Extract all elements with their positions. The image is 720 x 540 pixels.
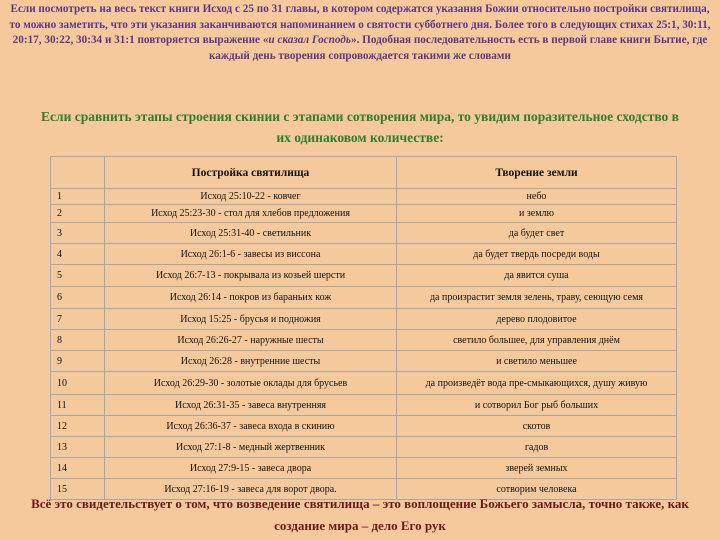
row-creation: да будет свет bbox=[397, 223, 677, 244]
row-number: 7 bbox=[51, 309, 105, 330]
intro-text-start: Если посмотреть на весь текст книги Исход с 25 по 31 главы, в котором содержатся указания Божии относительно постройки святилища, то можно заметить, что эти указания заканчиваются напоминанием о святости субботнего дня. Более того в следующих стихах 25:1, 30:11, 20:17, 30:22, 30:34 и 31:1 повторяется выражение « bbox=[9, 3, 711, 47]
row-number: 1 bbox=[51, 189, 105, 205]
row-number: 5 bbox=[51, 265, 105, 287]
row-number: 3 bbox=[51, 223, 105, 244]
row-building: Исход 15:25 - брусья и подножия bbox=[105, 309, 397, 330]
row-building: Исход 26:7-13 - покрывала из козьей шерсти bbox=[105, 265, 397, 287]
row-creation: да явится суша bbox=[397, 265, 677, 287]
row-number: 13 bbox=[51, 437, 105, 458]
row-creation: гадов bbox=[397, 437, 677, 458]
table-row bbox=[51, 205, 677, 223]
table-row bbox=[51, 458, 677, 479]
row-building: Исход 25:31-40 - светильник bbox=[105, 223, 397, 244]
row-building: Исход 27:1-8 - медный жертвенник bbox=[105, 437, 397, 458]
row-number: 2 bbox=[51, 205, 105, 223]
table-row bbox=[51, 309, 677, 330]
conclusion-text: Всё это свидетельствует о том, что возведение святилища – это воплощение Божьего замысла, точно также, как создание мира – дело Его рук bbox=[31, 496, 689, 533]
row-building: Исход 27:9-15 - завеса двора bbox=[105, 458, 397, 479]
table-row bbox=[51, 395, 677, 416]
column-header-creation: Творение земли bbox=[397, 157, 677, 189]
table-body bbox=[51, 189, 677, 500]
row-creation: и светило меньшее bbox=[397, 351, 677, 372]
intro-quote: и сказал Господь bbox=[268, 34, 351, 47]
table-header-row bbox=[51, 157, 677, 189]
table-row bbox=[51, 265, 677, 287]
intro-paragraph bbox=[6, 2, 714, 64]
row-building: Исход 27:16-19 - завеса для ворот двора. bbox=[105, 479, 397, 500]
row-creation: да будет твердь посреди воды bbox=[397, 244, 677, 265]
intro-text-end: ». Подобная последовательность есть в первой главе книги Бытие, где каждый день творения сопровождается такими же словами bbox=[209, 34, 708, 62]
row-number: 10 bbox=[51, 372, 105, 395]
row-creation: да произрастит земля зелень, траву, сеющую семя bbox=[397, 287, 677, 309]
row-building: Исход 26:36-37 - завеса входа в скинию bbox=[105, 416, 397, 437]
row-creation: зверей земных bbox=[397, 458, 677, 479]
row-building: Исход 26:1-6 - завесы из виссона bbox=[105, 244, 397, 265]
row-number: 6 bbox=[51, 287, 105, 309]
table-row bbox=[51, 372, 677, 395]
row-number: 14 bbox=[51, 458, 105, 479]
row-number: 12 bbox=[51, 416, 105, 437]
table-row bbox=[51, 244, 677, 265]
table-row bbox=[51, 437, 677, 458]
table-row bbox=[51, 287, 677, 309]
table-row bbox=[51, 189, 677, 205]
row-building: Исход 26:31-35 - завеса внутренняя bbox=[105, 395, 397, 416]
row-number: 4 bbox=[51, 244, 105, 265]
section-heading: Если сравнить этапы строения скинии с этапами сотворения мира, то увидим поразительное сходство в их одинаковом количестве: bbox=[41, 109, 679, 145]
table-row bbox=[51, 416, 677, 437]
row-creation: и землю bbox=[397, 205, 677, 223]
row-number: 9 bbox=[51, 351, 105, 372]
table-row bbox=[51, 223, 677, 244]
column-header-building: Постройка святилища bbox=[105, 157, 397, 189]
row-creation: скотов bbox=[397, 416, 677, 437]
row-building: Исход 26:26-27 - наружные шесты bbox=[105, 330, 397, 351]
row-creation: светило большее, для управления днём bbox=[397, 330, 677, 351]
comparison-table bbox=[50, 156, 677, 500]
table-row bbox=[51, 330, 677, 351]
row-building: Исход 25:10-22 - ковчег bbox=[105, 189, 397, 205]
row-building: Исход 26:28 - внутренние шесты bbox=[105, 351, 397, 372]
row-creation: и сотворил Бог рыб больших bbox=[397, 395, 677, 416]
row-number: 15 bbox=[51, 479, 105, 500]
column-header-number bbox=[51, 157, 105, 189]
row-building: Исход 26:29-30 - золотые оклады для брусьев bbox=[105, 372, 397, 395]
row-creation: сотворим человека bbox=[397, 479, 677, 500]
row-creation: да произведёт вода пре-смыкающихся, душу живую bbox=[397, 372, 677, 395]
row-creation: дерево плодовитое bbox=[397, 309, 677, 330]
row-building: Исход 25:23-30 - стол для хлебов предложения bbox=[105, 205, 397, 223]
row-building: Исход 26:14 - покров из бараньих кож bbox=[105, 287, 397, 309]
table-row bbox=[51, 351, 677, 372]
row-number: 11 bbox=[51, 395, 105, 416]
row-creation: небо bbox=[397, 189, 677, 205]
row-number: 8 bbox=[51, 330, 105, 351]
